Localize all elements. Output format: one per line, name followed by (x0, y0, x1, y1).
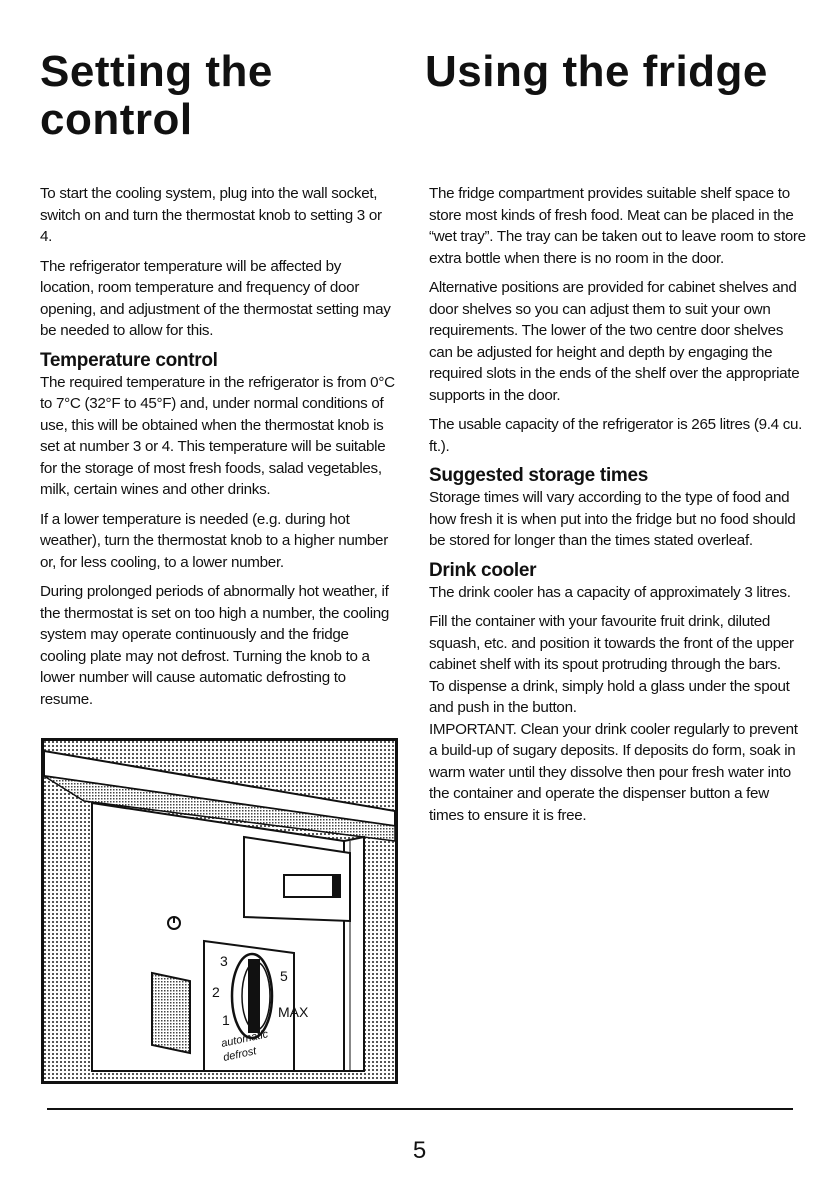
temperature-heading: Temperature control (40, 349, 218, 371)
storage-paragraph: Storage times will vary according to the type of food and how fresh it is when put into the fridge but no food should be stored for longer than the times stated overleaf. (429, 489, 796, 549)
drink-paragraph-4: IMPORTANT. Clean your drink cooler regularly to prevent a build-up of sugary deposits. If deposits do form, soak in warm water until they dissolve then pour fresh water into the container and operate the dispenser button a few times to ensure it is free. (429, 720, 798, 824)
footer-rule (47, 1108, 793, 1110)
thermostat-drawing (44, 741, 395, 1081)
left-column (40, 183, 396, 710)
caption-defrost: defrost (222, 1045, 258, 1064)
dial-max-label: MAX (278, 1004, 309, 1020)
dial-number-5: 5 (280, 968, 288, 984)
fridge-paragraph-1: The fridge compartment provides suitable shelf space to store most kinds of fresh food. Meat can be placed in the “wet tray”. The tray can be taken out to leave room to store extra bottle when there is no room in the door. (429, 185, 806, 267)
thermostat-illustration (41, 738, 398, 1084)
drink-paragraph-1: The drink cooler has a capacity of approximately 3 litres. (429, 583, 791, 601)
dial-number-2: 2 (212, 984, 220, 1000)
intro-paragraph-2: The refrigerator temperature will be affected by location, room temperature and frequency of door opening, and adjustment of the thermostat setting may be needed to allow for this. (40, 257, 391, 339)
temperature-paragraph-2: If a lower temperature is needed (e.g. during hot weather), turn the thermostat knob to a higher number or, for less cooling, to a lower number. (40, 510, 388, 571)
left-title-line1: Setting the (40, 47, 273, 96)
caption-automatic: automatic (220, 1028, 270, 1050)
left-title-line2: control (40, 95, 193, 144)
fridge-paragraph-2: Alternative positions are provided for cabinet shelves and door shelves so you can adjust them to suit your own requirements. The lower of the two centre door shelves can be adjusted for height and depth by engaging the required slots in the ends of the shelf over the appropriate supports in the door. (429, 279, 800, 404)
temperature-paragraph-3: During prolonged periods of abnormally hot weather, if the thermostat is set on too high a number, the cooling system may operate continuously and the fridge cooling plate may not defrost. Turning the knob to a lower number will cause automatic defrosting to resume. (40, 583, 390, 708)
drink-heading: Drink cooler (429, 559, 537, 581)
right-column (429, 183, 807, 826)
dial-number-1: 1 (222, 1012, 230, 1028)
page-number: 5 (412, 1137, 427, 1164)
right-title: Using the fridge (425, 47, 768, 96)
fridge-paragraph-3: The usable capacity of the refrigerator is 265 litres (9.4 cu. ft.). (429, 416, 803, 455)
intro-paragraph-1: To start the cooling system, plug into the wall socket, switch on and turn the thermostat knob to setting 3 or 4. (40, 185, 382, 245)
left-title (40, 48, 400, 144)
dial-number-3: 3 (220, 953, 228, 969)
storage-heading: Suggested storage times (429, 465, 649, 486)
drink-paragraph-3: To dispense a drink, simply hold a glass under the spout and push in the button. (429, 677, 790, 716)
drink-paragraph-2: Fill the container with your favourite fruit drink, diluted squash, etc. and position it towards the front of the upper cabinet shelf with its spout protruding through the bars. (429, 613, 794, 673)
temperature-paragraph-1: The required temperature in the refrigerator is from 0°C to 7°C (32°F to 45°F) and, under normal conditions of use, this will be obtained when the thermostat knob is set at number 3 or 4. This temperature will be suitable for the storage of most fresh foods, salad vegetables, milk, certain wines and other drinks. (40, 373, 395, 498)
